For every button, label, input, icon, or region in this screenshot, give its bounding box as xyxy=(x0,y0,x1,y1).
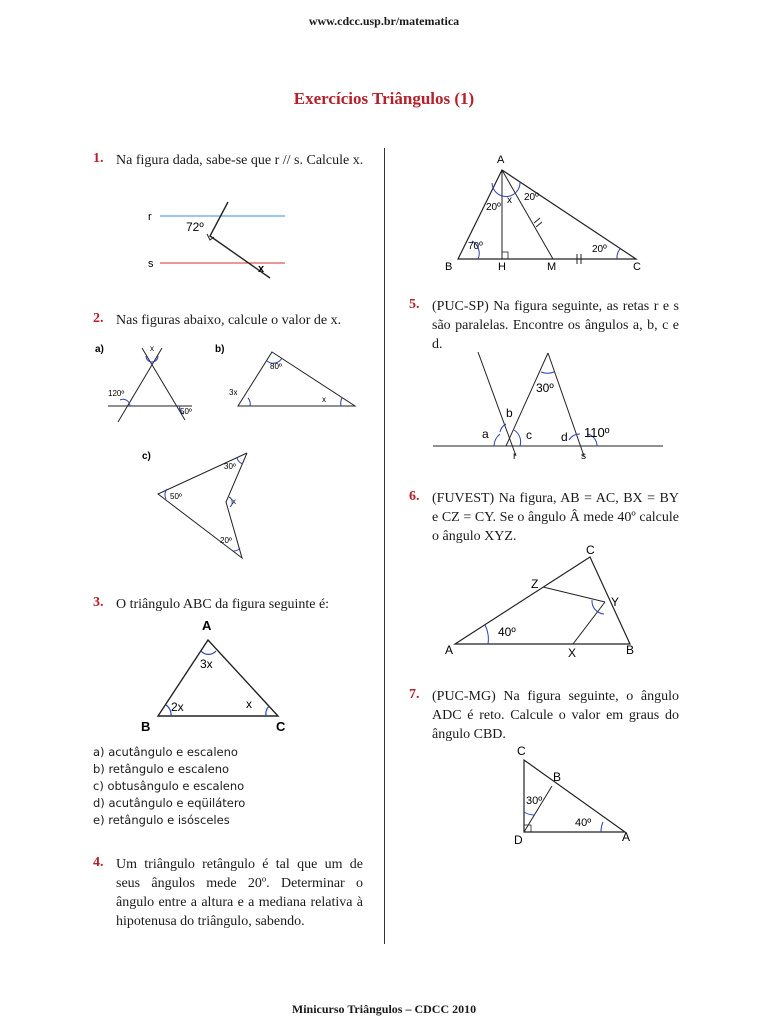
figure-6 xyxy=(440,542,660,662)
fig5-s: s xyxy=(581,451,586,462)
fig4-a5: 20º xyxy=(592,244,607,255)
fig3-A: A xyxy=(202,618,212,633)
fig2c-a2: 50º xyxy=(170,492,182,501)
header-url[interactable]: www.cdcc.usp.br/matematica xyxy=(308,14,460,28)
fig7-A: A xyxy=(622,830,631,844)
q6-text: (FUVEST) Na figura, AB = AC, BX = BY e CZ = CY. Se o ângulo Â mede 40º calcule o ângulo XYZ. xyxy=(432,491,679,544)
figure-4 xyxy=(440,148,650,278)
fig4-a1: 20º xyxy=(486,202,501,213)
q3-option-c: c) obtusângulo e escaleno xyxy=(93,779,245,793)
q3-option-b: b) retângulo e escaleno xyxy=(93,762,230,776)
figure-1 xyxy=(140,200,290,280)
q2-text: Nas figuras abaixo, calcule o valor de x. xyxy=(116,313,342,328)
q2-number: 2. xyxy=(93,311,104,326)
fig5-b: b xyxy=(506,406,513,420)
fig2a-a1: 120º xyxy=(108,389,125,398)
fig5-r: r xyxy=(513,451,517,462)
fig6-C: C xyxy=(586,543,595,557)
fig3-a: 3x xyxy=(200,657,213,671)
fig4-a3: 20º xyxy=(524,192,539,203)
fig2b-a2: 3x xyxy=(229,388,238,397)
fig6-Y: Y xyxy=(611,595,620,609)
fig1-r: r xyxy=(148,211,152,223)
q7-text: (PUC-MG) Na figura seguinte, o ângulo ADC é reto. Calcule o valor em graus do ângulo CBD. xyxy=(432,689,679,742)
figure-5 xyxy=(428,348,668,463)
fig3-b: 2x xyxy=(171,700,184,714)
fig2b-a1: 80º xyxy=(270,362,282,371)
fig2b-label: b) xyxy=(215,344,225,355)
fig2b-a3: x xyxy=(322,395,326,404)
fig4-B: B xyxy=(445,261,453,273)
fig2a-x: x xyxy=(150,344,154,353)
q3-text: O triângulo ABC da figura seguinte é: xyxy=(116,597,330,612)
q3-options xyxy=(93,744,353,829)
fig6-Z: Z xyxy=(531,577,539,591)
q4-text: Um triângulo retângulo é tal que um de seus ângulos mede 20º. Determinar o ângulo entre a altura e a mediana relativa à hipotenusa do triângulo, sabendo. xyxy=(116,857,363,929)
fig2a-a2: 50º xyxy=(180,407,192,416)
fig2c-a3: x xyxy=(232,497,236,506)
fig1-angle: 72º xyxy=(186,220,204,234)
q3-number: 3. xyxy=(93,595,104,610)
fig2c-label: c) xyxy=(142,451,151,462)
fig5-a110: 110º xyxy=(584,425,610,440)
q4-number: 4. xyxy=(93,855,104,870)
fig7-D: D xyxy=(514,833,523,847)
figure-2c xyxy=(140,445,260,565)
q3-option-d: d) acutângulo e eqüilátero xyxy=(93,796,246,810)
fig4-A: A xyxy=(497,154,505,166)
fig7-a30: 30º xyxy=(526,795,543,807)
fig5-a30: 30º xyxy=(536,381,554,395)
footer: Minicurso Triângulos – CDCC 2010 xyxy=(291,1002,477,1016)
figure-2b xyxy=(210,340,360,415)
fig1-x: x xyxy=(258,263,265,275)
fig7-C: C xyxy=(517,744,526,758)
fig6-X: X xyxy=(568,646,577,660)
fig3-B: B xyxy=(141,719,151,734)
q5-number: 5. xyxy=(409,297,420,312)
q6-number: 6. xyxy=(409,489,420,504)
fig2c-a1: 30º xyxy=(224,462,236,471)
q5-text: (PUC-SP) Na figura seguinte, as retas r e s são paralelas. Encontre os ângulos a, b, c e d. xyxy=(432,299,679,352)
fig7-a40: 40º xyxy=(575,817,592,829)
fig5-a: a xyxy=(482,427,489,441)
fig4-M: M xyxy=(547,261,557,273)
fig4-H: H xyxy=(498,261,506,273)
q7-number: 7. xyxy=(409,687,420,702)
fig3-C: C xyxy=(276,719,286,734)
fig1-s: s xyxy=(148,258,154,270)
fig4-a2: x xyxy=(507,195,512,206)
figure-2a xyxy=(90,340,200,425)
fig5-d: d xyxy=(561,430,568,444)
figure-7 xyxy=(505,740,645,850)
page-title: Exercícios Triângulos (1) xyxy=(293,89,475,108)
column-divider xyxy=(384,148,385,944)
fig6-A: A xyxy=(445,643,454,657)
q1-number: 1. xyxy=(93,151,104,166)
fig2c-a4: 20º xyxy=(220,536,232,545)
fig4-C: C xyxy=(633,261,641,273)
fig3-c: x xyxy=(246,697,252,711)
fig2a-label: a) xyxy=(95,344,104,355)
fig5-c: c xyxy=(526,428,532,442)
fig6-a40: 40º xyxy=(498,625,516,639)
fig7-B: B xyxy=(553,770,562,784)
fig4-a4: 70º xyxy=(468,241,483,252)
fig6-B: B xyxy=(626,643,635,657)
q1-text: Na figura dada, sabe-se que r // s. Calcule x. xyxy=(116,153,364,168)
q3-option-e: e) retângulo e isósceles xyxy=(93,813,230,827)
figure-3 xyxy=(138,616,298,736)
q3-option-a: a) acutângulo e escaleno xyxy=(93,745,238,759)
